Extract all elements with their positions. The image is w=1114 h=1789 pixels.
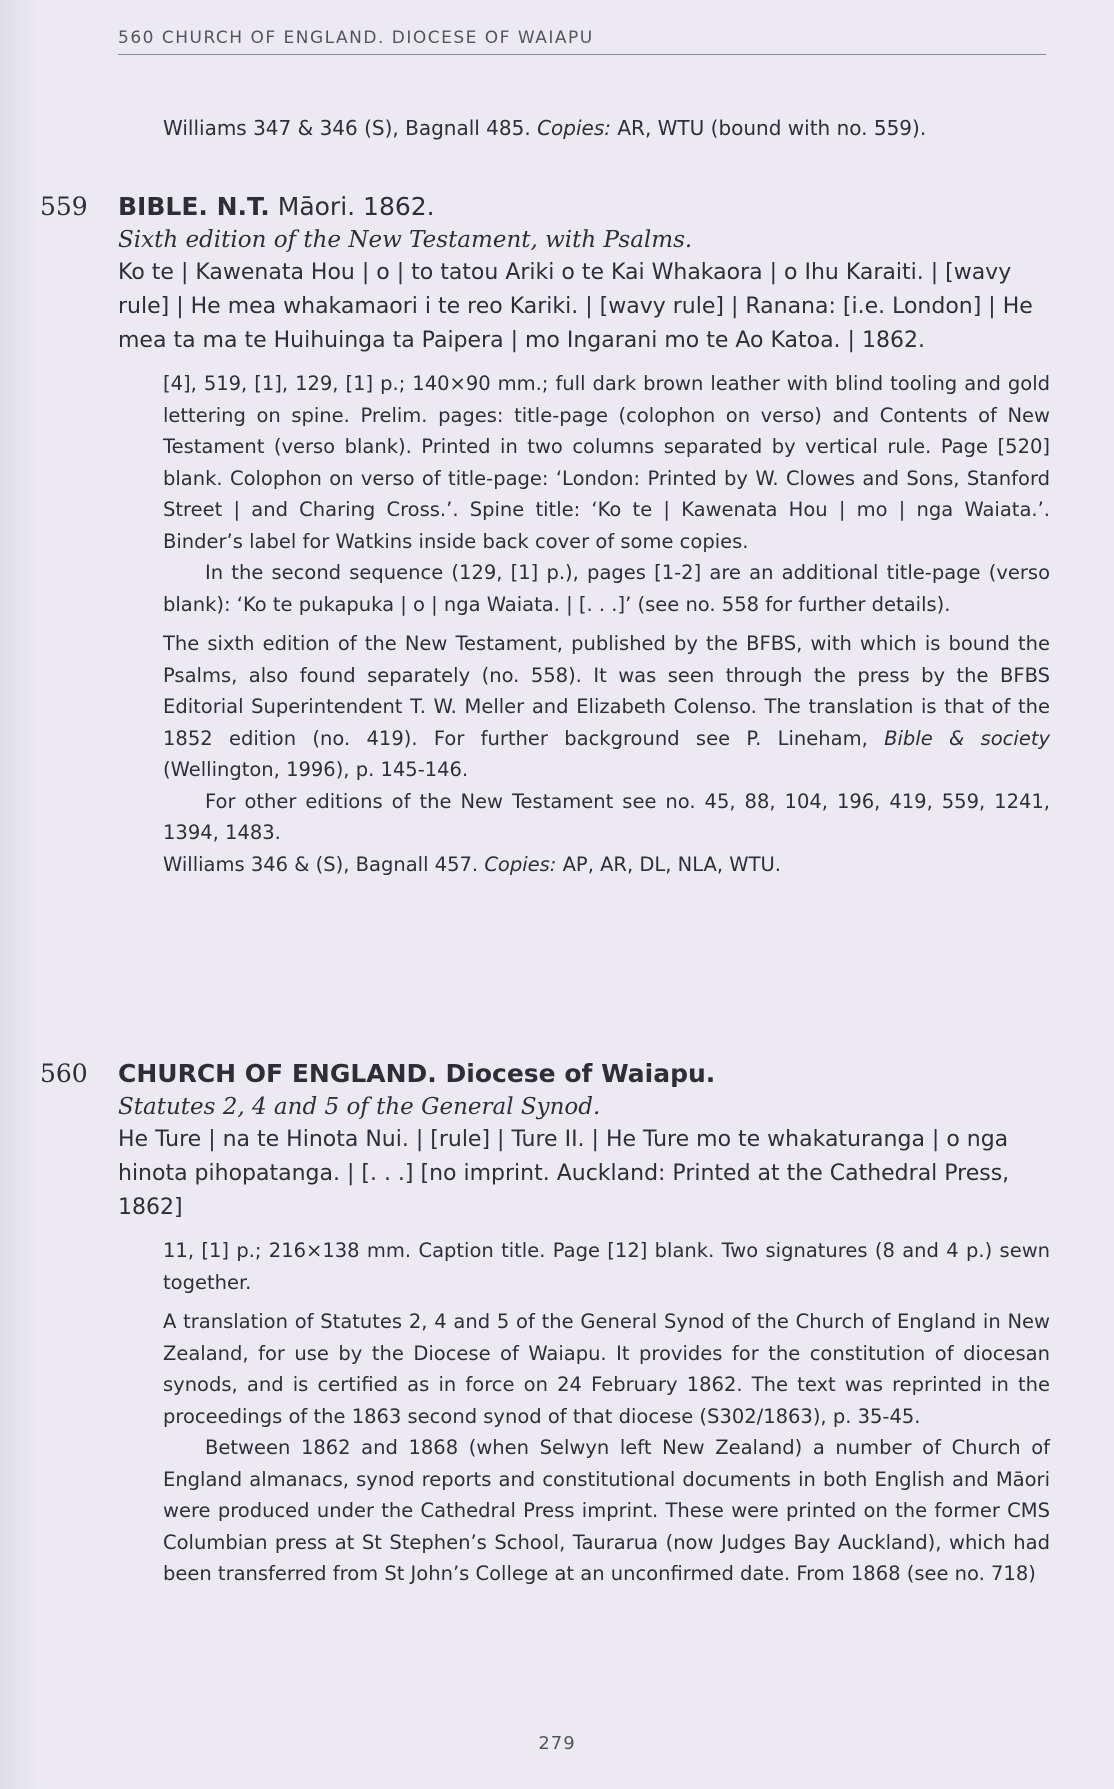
uniform-title: Sixth edition of the New Testament, with Psalms. xyxy=(118,227,693,253)
uniform-title: Statutes 2, 4 and 5 of the General Synod. xyxy=(118,1094,601,1120)
physical-description: [4], 519, [1], 129, [1] p.; 140×90 mm.; full dark brown leather with blind tooling and gold lettering on spine. Prelim. pages: title-page (colophon on verso) and Contents of New Testament (verso blank). Printed in two columns separated by vertical rule. Page [520] blank. Colophon on verso of title-page: ‘London: Printed by W. Clowes and Sons, Stanford Street | and Charing Cross.’. Spine title: ‘Ko te | Kawenata Hou | mo | nga Waiata.’. Binder’s label for Watkins inside back cover of some copies. xyxy=(163,372,1050,553)
entry-number: 559 xyxy=(40,192,88,221)
cathedral-press-note: Between 1862 and 1868 (when Selwyn left New Zealand) a number of Church of England almanacs, synod reports and constitutional documents in both English and Māori were produced under the Cathedral Press imprint. These were printed on the former CMS Columbian press at St Stephen’s School, Taurarua (now Judges Bay Auckland), which had been transferred from St John’s College at an unconfirmed date. From 1868 (see no. 718) xyxy=(163,1436,1050,1585)
entry-heading xyxy=(40,1057,1050,1091)
historical-note-text: The sixth edition of the New Testament, published by the BFBS, with which is bound the Psalms, also found separately (no. 558). It was seen through the press by the BFBS Editorial Superintendent T. W. Meller and Elizabeth Colenso. The translation is that of the 1852 edition (no. 419). For further background see P. Lineham, xyxy=(163,632,1050,750)
carryover-copies: AR, WTU (bound with no. 559). xyxy=(617,116,927,140)
entry-heading-bold: CHURCH OF ENGLAND. Diocese of Waiapu. xyxy=(118,1059,716,1088)
physical-description-2: In the second sequence (129, [1] p.), pages [1-2] are an additional title-page (verso blank): ‘Ko te pukapuka | o | nga Waiata. | [. . .]’ (see no. 558 for further details). xyxy=(163,561,1050,616)
sources-line xyxy=(163,849,1050,881)
running-head: 560 CHURCH OF ENGLAND. DIOCESE OF WAIAPU xyxy=(118,28,1046,55)
title-transcription: He Ture | na te Hinota Nui. | [rule] | Ture II. | He Ture mo te whakaturanga | o nga hinota pihopatanga. | [. . .] [no imprint. Auckland: Printed at the Cathedral Press, 1862] xyxy=(118,1127,1010,1220)
historical-note-citation: Bible & society xyxy=(884,726,1051,750)
historical-note xyxy=(163,628,1050,786)
carryover-text: Williams 347 & 346 (S), Bagnall 485. xyxy=(163,116,531,140)
carryover-sources xyxy=(163,113,1043,144)
entry-heading-bold: BIBLE. N.T. xyxy=(118,192,270,221)
entry-559 xyxy=(40,190,1050,880)
historical-note: A translation of Statutes 2, 4 and 5 of the General Synod of the Church of England in New Zealand, for use by the Diocese of Waiapu. It provides for the constitution of diocesan synods, and is certified as in force on 24 February 1862. The text was reprinted in the proceedings of the 1863 second synod of that diocese (S302/1863), p. 35-45. xyxy=(163,1310,1050,1428)
page-number: 279 xyxy=(538,1733,576,1754)
copies-list: AP, AR, DL, NLA, WTU. xyxy=(562,852,781,876)
entry-notes xyxy=(163,368,1050,880)
entry-notes xyxy=(163,1235,1050,1590)
carryover-copies-label: Copies: xyxy=(537,116,611,140)
physical-description: 11, [1] p.; 216×138 mm. Caption title. Page [12] blank. Two signatures (8 and 4 p.) sewn together. xyxy=(163,1239,1050,1294)
entry-heading-rest: Māori. 1862. xyxy=(277,192,435,221)
historical-note-end: (Wellington, 1996), p. 145-146. xyxy=(163,758,469,781)
entry-heading xyxy=(40,190,1050,224)
page-gutter-shadow xyxy=(0,0,40,1789)
copies-label: Copies: xyxy=(484,852,557,876)
title-transcription: Ko te | Kawenata Hou | o | to tatou Ariki o te Kai Whakaora | o Ihu Karaiti. | [wavy rule] | He mea whakamaori i te reo Kariki. | [wavy rule] | Ranana: [i.e. London] | He mea ta ma te Huihuinga ta Paipera | mo Ingarani mo te Ao Katoa. | 1862. xyxy=(118,260,1033,353)
entry-number: 560 xyxy=(40,1059,88,1088)
sources-text: Williams 346 & (S), Bagnall 457. xyxy=(163,852,479,876)
entry-560 xyxy=(40,1057,1050,1590)
other-editions-note: For other editions of the New Testament see no. 45, 88, 104, 196, 419, 559, 1241, 1394, 1483. xyxy=(163,789,1050,844)
